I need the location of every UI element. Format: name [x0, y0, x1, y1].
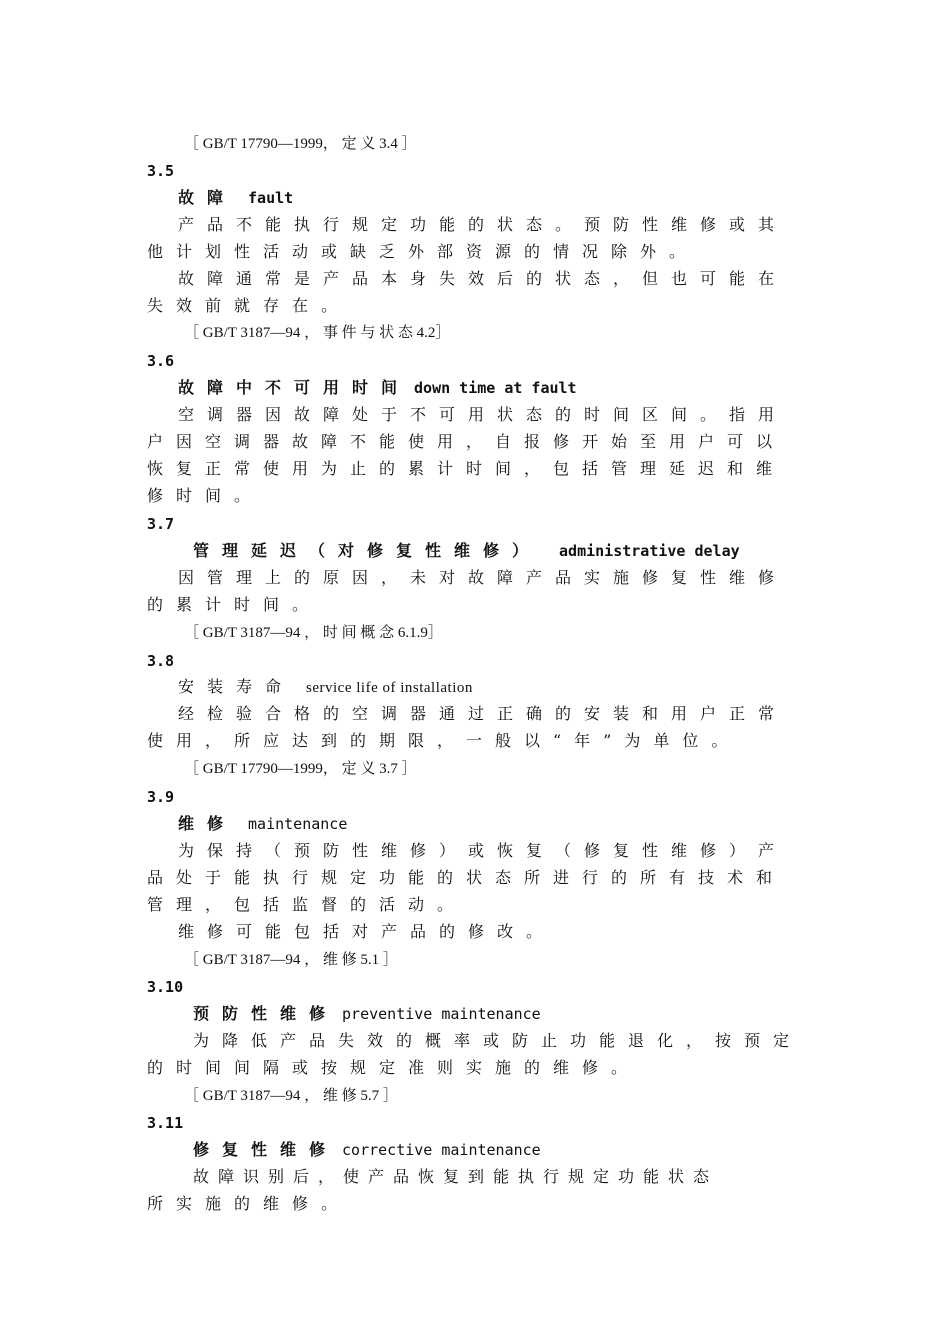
paragraph-line: 经检验合格的空调器通过正确的安装和用户正常 — [178, 704, 788, 723]
reference-5-7: ［ GB/T 3187—94 ， 维 修 5.7 ］ — [184, 1088, 398, 1104]
paragraph-line: 失效前就存在。 — [147, 296, 351, 315]
paragraph-line: 维修可能包括对产品的修改。 — [178, 922, 556, 941]
paragraph-line: 为降低产品失效的概率或防止功能退化，按预定 — [193, 1031, 803, 1050]
section-number: 3.8 — [147, 652, 175, 670]
paragraph-line: 户因空调器故障不能使用，自报修开始至用户可以 — [147, 432, 786, 451]
paragraph-line: 的时间间隔或按规定准则实施的维修。 — [147, 1058, 641, 1077]
paragraph-line: 的累计时间。 — [147, 595, 322, 614]
term-en: corrective maintenance — [342, 1141, 541, 1159]
paragraph-line: 修时间。 — [147, 486, 264, 505]
term-cn: 预防性维修 — [193, 1004, 339, 1023]
paragraph-line: 使用，所应达到的期限，一般以“年”为单位。 — [147, 731, 741, 750]
section-number: 3.5 — [147, 162, 175, 180]
reference-3-7: ［ GB/T 17790—1999， 定 义 3.7 ］ — [184, 761, 417, 777]
term-en: service life of installation — [306, 680, 473, 696]
term-cn: 修复性维修 — [193, 1140, 339, 1159]
paragraph-line: 产品不能执行规定功能的状态。预防性维修或其 — [178, 215, 788, 234]
term-en: maintenance — [248, 815, 348, 833]
term-heading — [193, 1140, 541, 1160]
paragraph-line: 品处于能执行规定功能的状态所进行的所有技术和 — [147, 868, 786, 887]
term-en: fault — [248, 189, 294, 207]
term-cn: 维修 — [178, 814, 237, 833]
paragraph-line: 故障通常是产品本身失效后的状态，但也可能在 — [178, 269, 788, 288]
term-heading — [178, 814, 347, 834]
term-en: administrative delay — [559, 542, 740, 560]
term-en: preventive maintenance — [342, 1005, 541, 1023]
term-heading — [178, 188, 293, 208]
term-cn: 安装寿命 — [178, 677, 295, 696]
reference-5-1: ［ GB/T 3187—94 ， 维 修 5.1 ］ — [184, 952, 398, 968]
term-heading — [178, 378, 577, 398]
reference-4-2: ［ GB/T 3187—94 ， 事 件 与 状 态 4.2］ — [184, 325, 451, 341]
term-en: down time at fault — [414, 379, 577, 397]
section-number: 3.11 — [147, 1114, 184, 1132]
paragraph-line: 故障识别后，使产品恢复到能执行规定功能状态 — [193, 1167, 719, 1186]
paragraph-line: 管理，包括监督的活动。 — [147, 895, 467, 914]
section-number: 3.9 — [147, 788, 175, 806]
reference-3-4: ［ GB/T 17790—1999， 定 义 3.4 ］ — [184, 136, 417, 152]
paragraph-line: 恢复正常使用为止的累计时间，包括管理延迟和维 — [147, 459, 786, 478]
term-cn: 管理延迟（对修复性维修） — [193, 541, 542, 560]
paragraph-line: 空调器因故障处于不可用状态的时间区间。指用 — [178, 405, 788, 424]
section-number: 3.10 — [147, 978, 184, 996]
term-heading — [193, 1004, 541, 1024]
reference-6-1-9: ［ GB/T 3187—94 ， 时 间 概 念 6.1.9］ — [184, 625, 443, 641]
section-number: 3.7 — [147, 515, 175, 533]
term-heading — [193, 541, 740, 561]
term-cn: 故障中不可用时间 — [178, 378, 411, 397]
section-number: 3.6 — [147, 352, 175, 370]
paragraph-line: 因管理上的原因，未对故障产品实施修复性维修 — [178, 568, 788, 587]
paragraph-line: 所实施的维修。 — [147, 1194, 351, 1213]
term-heading — [178, 677, 473, 698]
paragraph-line: 他计划性活动或缺乏外部资源的情况除外。 — [147, 242, 699, 261]
term-cn: 故障 — [178, 188, 237, 207]
paragraph-line: 为保持（预防性维修）或恢复（修复性维修）产 — [178, 841, 788, 860]
